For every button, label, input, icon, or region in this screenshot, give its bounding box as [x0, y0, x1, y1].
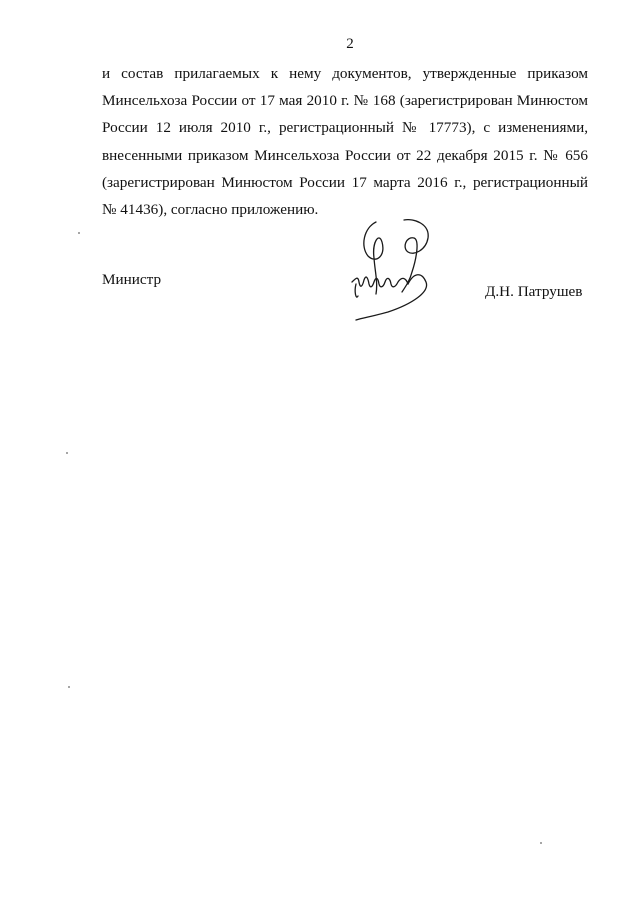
paragraph-line-5: (зарегистрирован Минюстом России 17 марта 2016 г., регистрационный [102, 173, 588, 191]
paragraph-line-2: Минсельхоза России от 17 мая 2010 г. № 168 (зарегистрирован Минюстом [102, 92, 588, 110]
scan-artifact-dot [66, 452, 68, 454]
paragraph-line-1: и состав прилагаемых к нему документов, утвержденные приказом [102, 65, 588, 82]
handwritten-signature [342, 212, 442, 324]
paragraph-line-4: внесенными приказом Минсельхоза России от 22 декабря 2015 г. № 656 [102, 146, 588, 164]
page-number: 2 [346, 36, 354, 52]
scan-artifact-dot [68, 686, 70, 688]
signatory-title: Министр [102, 271, 162, 288]
paragraph-line-3: России 12 июля 2010 г., регистрационный № 17773), с изменениями, [102, 119, 588, 137]
paragraph-line-6: № 41436), согласно приложению. [102, 201, 319, 219]
scan-artifact-dot [540, 842, 542, 844]
body-paragraph [102, 60, 588, 223]
signatory-name: Д.Н. Патрушев [485, 283, 583, 300]
scan-artifact-dot [78, 232, 80, 234]
